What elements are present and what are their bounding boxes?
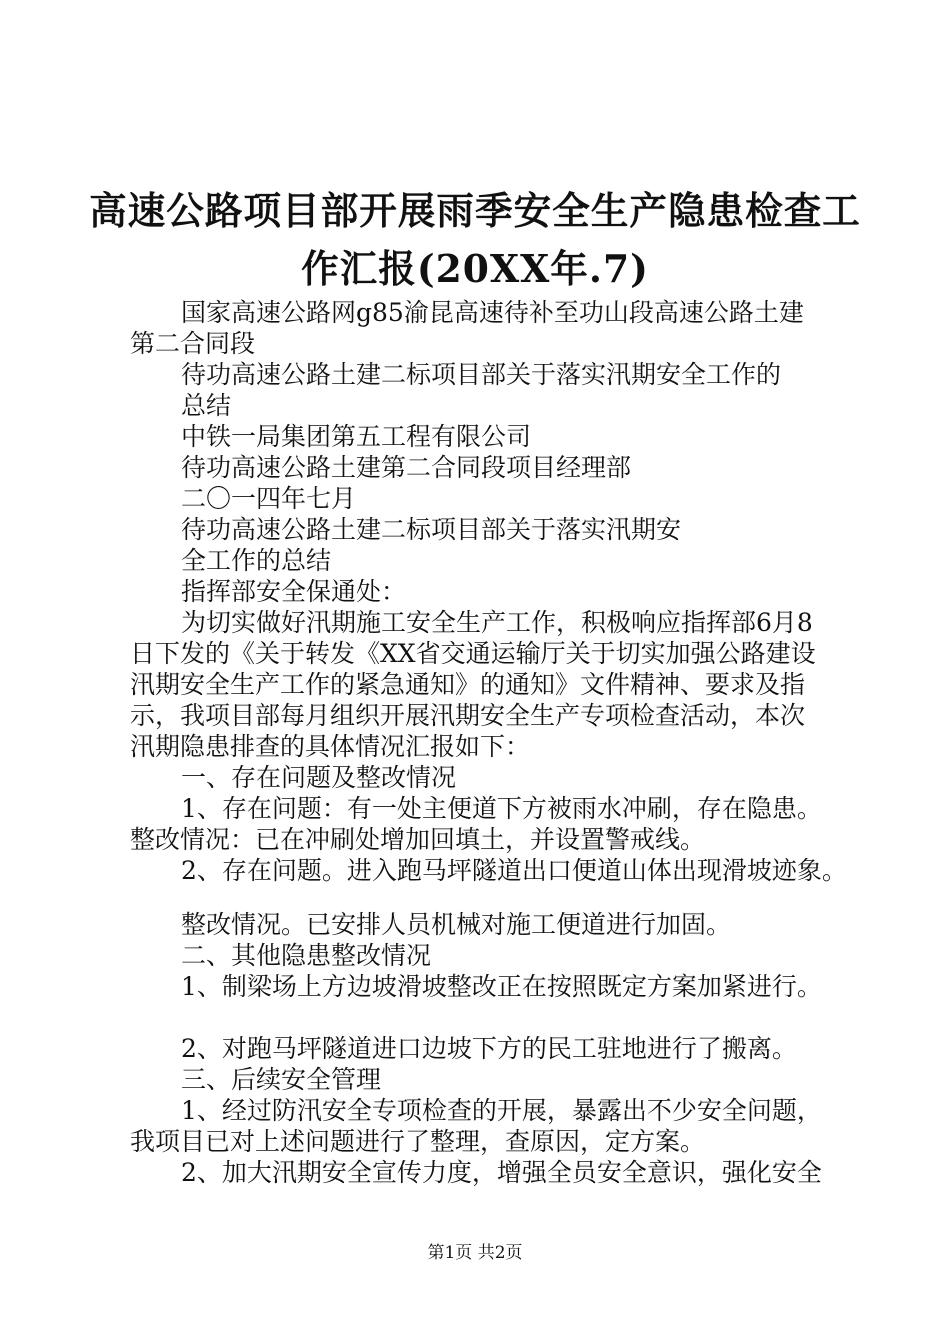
- text-line: 待功高速公路土建第二合同段项目经理部: [181, 453, 632, 482]
- section-heading: 三、后续安全管理: [181, 1065, 382, 1094]
- text-line: 指挥部安全保通处：: [181, 577, 407, 606]
- text-line: 第二合同段: [130, 329, 256, 358]
- text-line: 整改情况：已在冲刷处增加回填土，并设置警戒线。: [130, 825, 706, 854]
- text-line: 汛期安全生产工作的紧急通知》的通知》文件精神、要求及指: [130, 670, 806, 699]
- text-line: 中铁一局集团第五工程有限公司: [181, 422, 532, 451]
- text-line: 我项目已对上述问题进行了整理，查原因，定方案。: [130, 1127, 706, 1156]
- text-line: 待功高速公路土建二标项目部关于落实汛期安: [181, 515, 682, 544]
- text-line: 1、经过防汛安全专项检查的开展，暴露出不少安全问题，: [181, 1096, 822, 1125]
- section-heading: 一、存在问题及整改情况: [181, 763, 457, 792]
- text-line: 国家高速公路网g85渝昆高速待补至功山段高速公路土建: [181, 298, 804, 327]
- text-line: 2、加大汛期安全宣传力度，增强全员安全意识，强化安全: [181, 1158, 822, 1187]
- text-line: 1、制梁场上方边坡滑坡整改正在按照既定方案加紧进行。: [181, 972, 822, 1001]
- text-line: 2、对跑马坪隧道进口边坡下方的民工驻地进行了搬离。: [181, 1034, 797, 1063]
- text-line: 日下发的《关于转发《XX省交通运输厅关于切实加强公路建设: [130, 639, 816, 668]
- text-line: 为切实做好汛期施工安全生产工作，积极响应指挥部6月8: [181, 608, 813, 637]
- text-line: 二〇一四年七月: [181, 484, 357, 513]
- text-line: 1、存在问题：有一处主便道下方被雨水冲刷，存在隐患。: [181, 794, 822, 823]
- text-line: 2、存在问题。进入跑马坪隧道出口便道山体出现滑坡迹象。: [181, 856, 847, 885]
- text-line: 整改情况。已安排人员机械对施工便道进行加固。: [181, 910, 732, 939]
- document-title-line-1: 高速公路项目部开展雨季安全生产隐患检查工: [89, 188, 861, 233]
- text-line: 全工作的总结: [181, 546, 332, 575]
- text-line: 待功高速公路土建二标项目部关于落实汛期安全工作的: [181, 360, 782, 389]
- text-line: 汛期隐患排查的具体情况汇报如下：: [130, 732, 531, 761]
- text-line: 总结: [181, 391, 232, 420]
- text-line: 示，我项目部每月组织开展汛期安全生产专项检查活动，本次: [130, 701, 806, 730]
- document-title-line-2: 作汇报(20XX年.7): [301, 246, 649, 291]
- section-heading: 二、其他隐患整改情况: [181, 941, 432, 970]
- page-number-footer: 第1页 共2页: [427, 1243, 523, 1263]
